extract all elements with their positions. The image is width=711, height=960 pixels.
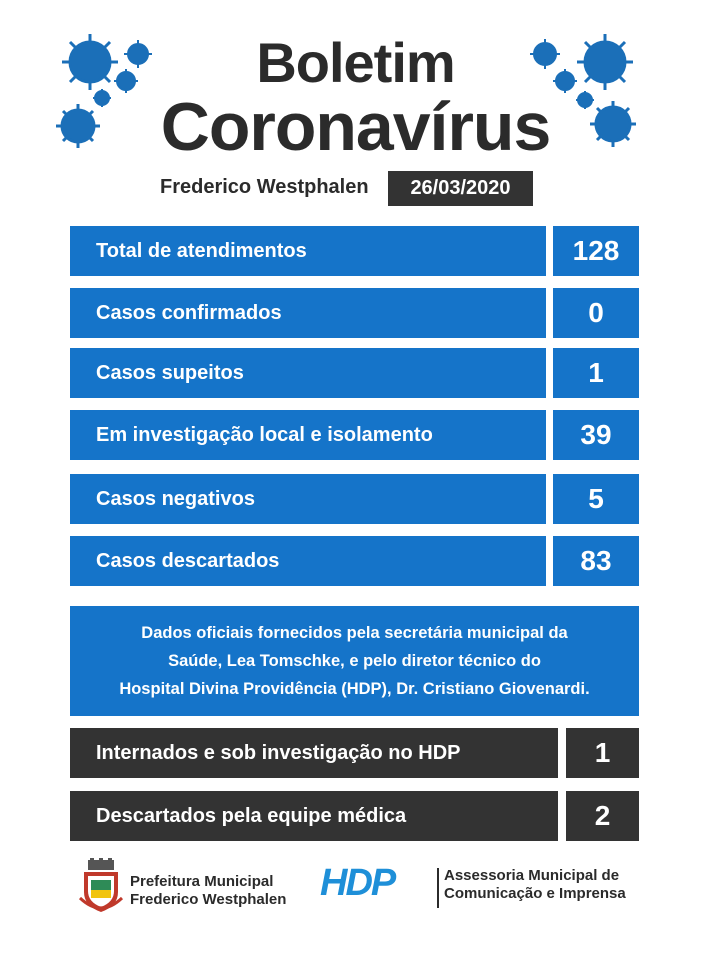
stat-label-total: Total de atendimentos (70, 226, 546, 276)
stat-value-confirmed: 0 (553, 288, 639, 338)
coat-of-arms-icon (78, 858, 124, 914)
hospital-value-hospitalized: 1 (566, 728, 639, 778)
stat-label-discarded: Casos descartados (70, 536, 546, 586)
hospital-value-discarded: 2 (566, 791, 639, 841)
hospital-label-hospitalized: Internados e sob investigação no HDP (70, 728, 558, 778)
title-line-2: Coronavírus (160, 89, 551, 165)
stat-value-investigation: 39 (553, 410, 639, 460)
stat-value-discarded: 83 (553, 536, 639, 586)
prefeitura-line-2: Frederico Westphalen (130, 891, 287, 908)
assessoria-line-2: Comunicação e Imprensa (444, 885, 626, 902)
footer-divider (437, 868, 439, 908)
stat-label-suspected: Casos supeitos (70, 348, 546, 398)
source-note-line-1: Dados oficiais fornecidos pela secretária municipal da (141, 624, 568, 642)
hdp-logo: HDP (320, 862, 395, 904)
stat-label-confirmed: Casos confirmados (70, 288, 546, 338)
stat-label-investigation: Em investigação local e isolamento (70, 410, 546, 460)
stat-value-negative: 5 (553, 474, 639, 524)
date-badge: 26/03/2020 (388, 171, 533, 206)
stat-value-suspected: 1 (553, 348, 639, 398)
title-line-1: Boletim (256, 31, 455, 94)
prefeitura-line-1: Prefeitura Municipal (130, 873, 274, 890)
assessoria-line-1: Assessoria Municipal de (444, 867, 620, 884)
prefeitura-name (130, 873, 286, 909)
stat-label-negative: Casos negativos (70, 474, 546, 524)
hospital-label-discarded: Descartados pela equipe médica (70, 791, 558, 841)
source-note-line-3: Hospital Divina Providência (HDP), Dr. Cristiano Giovenardi. (119, 680, 590, 698)
city-name: Frederico Westphalen (160, 176, 369, 198)
source-note-line-2: Saúde, Lea Tomschke, e pelo diretor técnico do (168, 652, 541, 670)
stat-value-total: 128 (553, 226, 639, 276)
source-note (70, 606, 639, 716)
assessoria-name (444, 867, 626, 903)
